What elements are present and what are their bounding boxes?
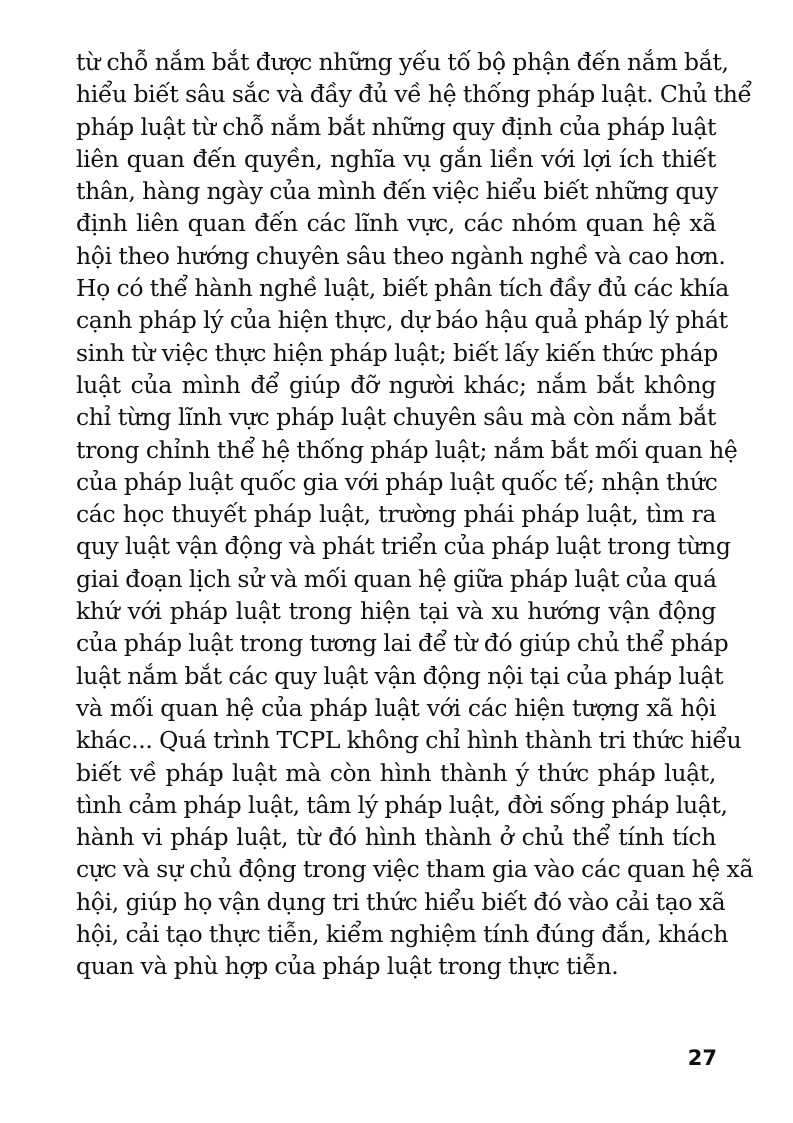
text-line: hội, giúp họ vận dụng tri thức hiểu biết đó vào cải tạo xã	[76, 887, 726, 916]
text-line: chỉ từng lĩnh vực pháp luật chuyên sâu mà còn nắm bắt	[76, 403, 716, 432]
text-line: cạnh pháp lý của hiện thực, dự báo hậu quả pháp lý phát	[76, 306, 728, 335]
text-line: định liên quan đến các lĩnh vực, các nhóm quan hệ xã	[76, 209, 716, 238]
text-line: Họ có thể hành nghề luật, biết phân tích đầy đủ các khía	[76, 274, 729, 303]
text-line: cực và sự chủ động trong việc tham gia vào các quan hệ xã	[76, 855, 754, 884]
text-line: quy luật vận động và phát triển của pháp luật trong từng	[76, 532, 731, 561]
text-line: hành vi pháp luật, từ đó hình thành ở chủ thể tính tích	[76, 823, 716, 852]
text-line: pháp luật từ chỗ nắm bắt những quy định của pháp luật	[76, 112, 717, 141]
text-line: của pháp luật quốc gia với pháp luật quốc tế; nhận thức	[76, 467, 718, 496]
text-line: sinh từ việc thực hiện pháp luật; biết lấy kiến thức pháp	[76, 338, 718, 367]
text-line: liên quan đến quyền, nghĩa vụ gắn liền với lợi ích thiết	[76, 144, 716, 173]
text-line: luật nắm bắt các quy luật vận động nội tại của pháp luật	[76, 661, 724, 690]
text-line: luật của mình để giúp đỡ người khác; nắm bắt không	[76, 370, 716, 399]
text-line: các học thuyết pháp luật, trường phái pháp luật, tìm ra	[76, 500, 716, 529]
text-line: quan và phù hợp của pháp luật trong thực tiễn.	[76, 952, 619, 981]
body-text	[76, 46, 754, 983]
text-line: của pháp luật trong tương lai để từ đó giúp chủ thể pháp	[76, 629, 729, 658]
text-line: trong chỉnh thể hệ thống pháp luật; nắm bắt mối quan hệ	[76, 435, 738, 464]
text-line: thân, hàng ngày của mình đến việc hiểu biết những quy	[76, 177, 718, 206]
text-line: biết về pháp luật mà còn hình thành ý thức pháp luật,	[76, 758, 716, 787]
text-line: tình cảm pháp luật, tâm lý pháp luật, đời sống pháp luật,	[76, 790, 728, 819]
text-line: khác... Quá trình TCPL không chỉ hình thành tri thức hiểu	[76, 726, 742, 755]
text-line: hội theo hướng chuyên sâu theo ngành nghề và cao hơn.	[76, 241, 726, 270]
text-line: từ chỗ nắm bắt được những yếu tố bộ phận đến nắm bắt,	[76, 48, 729, 76]
text-line: khứ với pháp luật trong hiện tại và xu hướng vận động	[76, 597, 716, 626]
text-line: hội, cải tạo thực tiễn, kiểm nghiệm tính đúng đắn, khách	[76, 920, 729, 949]
text-line: giai đoạn lịch sử và mối quan hệ giữa pháp luật của quá	[76, 564, 717, 593]
text-line: hiểu biết sâu sắc và đầy đủ về hệ thống pháp luật. Chủ thể	[76, 80, 752, 109]
page-number: 27	[687, 1046, 717, 1070]
text-line: và mối quan hệ của pháp luật với các hiện tượng xã hội	[76, 693, 716, 722]
